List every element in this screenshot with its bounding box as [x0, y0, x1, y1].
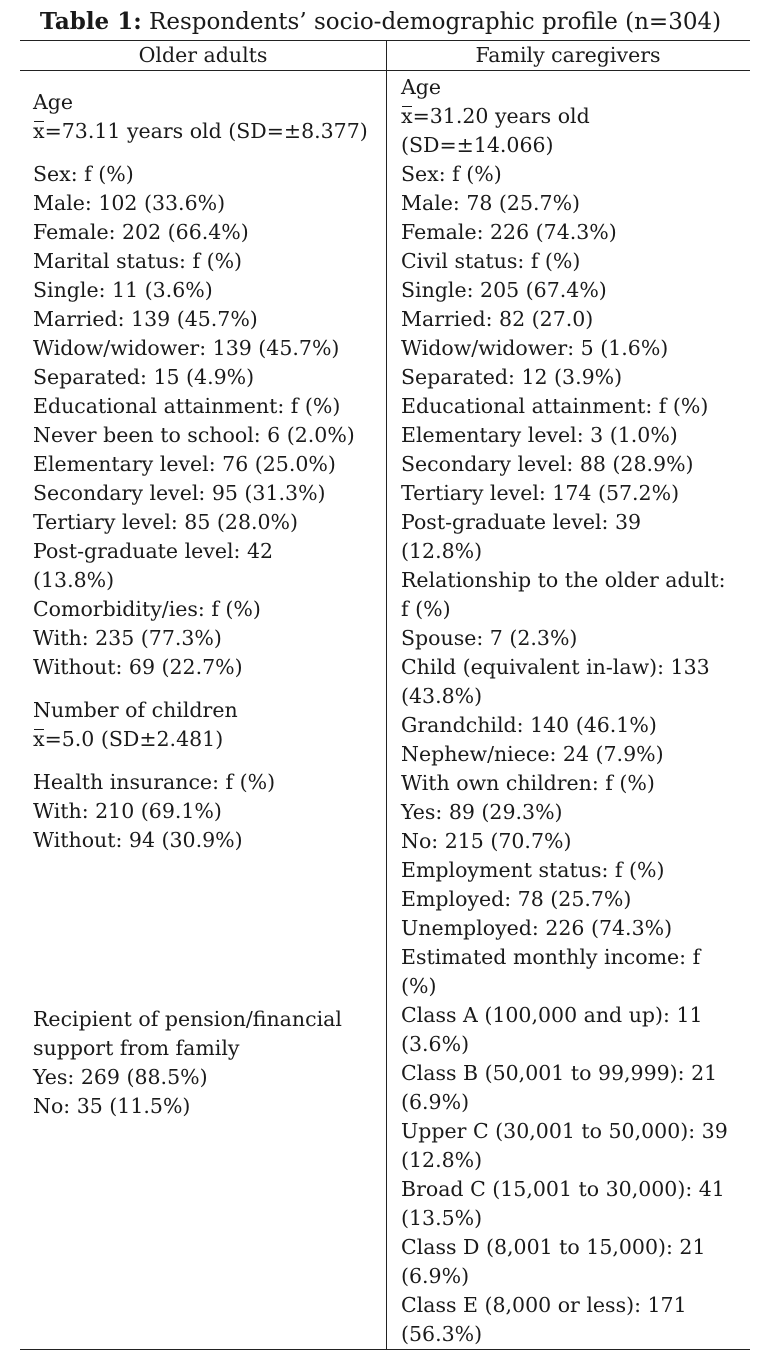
table-cell-line: Secondary level: 88 (28.9%)	[401, 452, 694, 476]
table-cell-line: (6.9%)	[401, 1090, 470, 1114]
table-cell-line: (3.6%)	[401, 1032, 470, 1056]
table-cell-line: Nephew/niece: 24 (7.9%)	[401, 742, 664, 766]
table-cell-line: Without: 69 (22.7%)	[33, 655, 243, 679]
mean-symbol: x	[401, 102, 413, 131]
oa-list	[33, 392, 378, 595]
table-cell-line: (56.3%)	[401, 1322, 483, 1346]
table-cell-line: Tertiary level: 174 (57.2%)	[401, 481, 680, 505]
fc-list	[401, 566, 746, 769]
table-cell-line: Female: 202 (66.4%)	[33, 220, 249, 244]
fc-list	[401, 943, 746, 1349]
table-cell-line: Comorbidity/ies: f (%)	[33, 597, 261, 621]
oa-list	[33, 247, 378, 392]
table-cell-line: Employment status: f (%)	[401, 858, 665, 882]
table-cell-line: (43.8%)	[401, 684, 483, 708]
table-cell-line: No: 35 (11.5%)	[33, 1094, 191, 1118]
table-cell-line: (12.8%)	[401, 1148, 483, 1172]
table-cell-line: Without: 94 (30.9%)	[33, 828, 243, 852]
table-cell-line: No: 215 (70.7%)	[401, 829, 572, 853]
table-label: Table 1:	[39, 8, 142, 35]
table-cell-line: Estimated monthly income: f	[401, 945, 701, 969]
table-cell-line: Secondary level: 95 (31.3%)	[33, 481, 326, 505]
oa-age-label: Age	[33, 90, 74, 114]
table-cell-line: Class B (50,001 to 99,999): 21	[401, 1061, 718, 1085]
fc-list	[401, 769, 746, 856]
fc-age-label: Age	[401, 75, 442, 99]
header-older-adults: Older adults	[138, 43, 268, 67]
table-cell-line: Separated: 12 (3.9%)	[401, 365, 623, 389]
table-caption: Respondents’ socio-demographic profile (n=304)	[149, 9, 722, 35]
table-cell-line: Recipient of pension/financial	[33, 1007, 342, 1031]
header-rule	[20, 70, 750, 71]
table-cell-line: Single: 205 (67.4%)	[401, 278, 607, 302]
family-caregivers-column	[401, 73, 746, 1349]
table-cell-line: (13.5%)	[401, 1206, 483, 1230]
table-cell-line: With own children: f (%)	[401, 771, 655, 795]
table-title	[0, 6, 761, 38]
header-family-caregivers: Family caregivers	[475, 43, 661, 67]
fc-list	[401, 856, 746, 943]
table-cell-line: Separated: 15 (4.9%)	[33, 365, 255, 389]
table-cell-line: Post-graduate level: 39	[401, 510, 642, 534]
table-cell-line: Married: 82 (27.0)	[401, 307, 594, 331]
table-cell-line: Educational attainment: f (%)	[401, 394, 709, 418]
table-cell-line: Elementary level: 76 (25.0%)	[33, 452, 336, 476]
table-cell-line: Sex: f (%)	[33, 162, 134, 186]
fc-list	[401, 160, 746, 247]
table-cell-line: Yes: 89 (29.3%)	[401, 800, 563, 824]
oa-list	[33, 768, 378, 855]
table-cell-line: Widow/widower: 5 (1.6%)	[401, 336, 669, 360]
table-cell-line: Class E (8,000 or less): 171	[401, 1293, 687, 1317]
table-cell-line: Widow/widower: 139 (45.7%)	[33, 336, 340, 360]
table-cell-line: (13.8%)	[33, 568, 115, 592]
oa-list	[33, 1005, 378, 1121]
table-cell-line: Health insurance: f (%)	[33, 770, 276, 794]
table-cell-line: Tertiary level: 85 (28.0%)	[33, 510, 299, 534]
table-cell-line: Sex: f (%)	[401, 162, 502, 186]
oa-children-mean: x=5.0 (SD±2.481)	[33, 725, 378, 754]
table-cell-line: Elementary level: 3 (1.0%)	[401, 423, 678, 447]
table-cell-line: With: 210 (69.1%)	[33, 799, 222, 823]
table-cell-line: Child (equivalent in-law): 133	[401, 655, 710, 679]
table-cell-line: Married: 139 (45.7%)	[33, 307, 258, 331]
column-divider	[386, 40, 387, 1349]
fc-age-sd: (SD=±14.066)	[401, 133, 554, 157]
table-cell-line: Class D (8,001 to 15,000): 21	[401, 1235, 706, 1259]
mean-symbol: x	[33, 117, 45, 146]
table-cell-line: Upper C (30,001 to 50,000): 39	[401, 1119, 728, 1143]
oa-list	[33, 160, 378, 247]
table-cell-line: Marital status: f (%)	[33, 249, 243, 273]
fc-age-mean: x=31.20 years old	[401, 102, 746, 131]
table-cell-line: Male: 102 (33.6%)	[33, 191, 226, 215]
table-cell-line: Class A (100,000 and up): 11	[401, 1003, 703, 1027]
table-cell-line: Male: 78 (25.7%)	[401, 191, 581, 215]
table-cell-line: Spouse: 7 (2.3%)	[401, 626, 578, 650]
table-cell-line: Broad C (15,001 to 30,000): 41	[401, 1177, 725, 1201]
table-cell-line: Female: 226 (74.3%)	[401, 220, 617, 244]
oa-children-label: Number of children	[33, 698, 238, 722]
oa-list	[33, 595, 378, 682]
table-cell-line: Unemployed: 226 (74.3%)	[401, 916, 673, 940]
oa-age-mean: x=73.11 years old (SD=±8.377)	[33, 117, 378, 146]
table-cell-line: Employed: 78 (25.7%)	[401, 887, 632, 911]
fc-list	[401, 392, 746, 566]
table-cell-line: Single: 11 (3.6%)	[33, 278, 213, 302]
table-cell-line: Post-graduate level: 42	[33, 539, 274, 563]
table-cell-line: Civil status: f (%)	[401, 249, 581, 273]
table-cell-line: f (%)	[401, 597, 451, 621]
table-cell-line: support from family	[33, 1036, 240, 1060]
table-cell-line: Never been to school: 6 (2.0%)	[33, 423, 355, 447]
older-adults-column	[33, 88, 378, 1121]
bottom-rule	[20, 1349, 750, 1350]
fc-list	[401, 247, 746, 392]
table-cell-line: With: 235 (77.3%)	[33, 626, 222, 650]
mean-symbol: x	[33, 725, 45, 754]
table-cell-line: (12.8%)	[401, 539, 483, 563]
table-cell-line: Grandchild: 140 (46.1%)	[401, 713, 657, 737]
table-cell-line: Relationship to the older adult:	[401, 568, 726, 592]
table-cell-line: (6.9%)	[401, 1264, 470, 1288]
table-cell-line: (%)	[401, 974, 437, 998]
table-cell-line: Educational attainment: f (%)	[33, 394, 341, 418]
table-cell-line: Yes: 269 (88.5%)	[33, 1065, 208, 1089]
